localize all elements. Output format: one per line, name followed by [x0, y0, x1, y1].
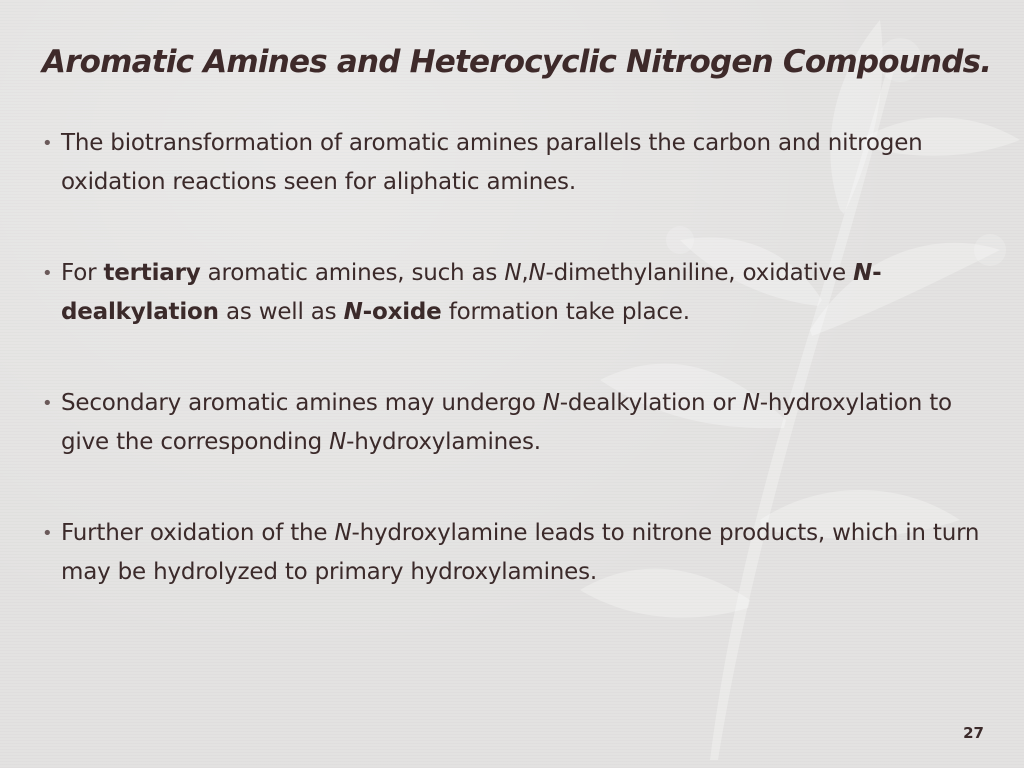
bullet-text	[42, 384, 992, 462]
bullet-segment: Secondary aromatic amines may undergo	[61, 390, 543, 416]
bullet-segment: -oxide	[362, 299, 442, 325]
bullet-item	[42, 254, 992, 332]
bullet-text	[42, 124, 992, 202]
bullet-item	[42, 384, 992, 462]
bullet-segment: -hydroxylation to give the corresponding	[61, 390, 952, 455]
bullet-segment: as well as	[218, 299, 344, 325]
bullet-marker: •	[42, 523, 53, 544]
page-number: 27	[963, 724, 984, 742]
bullet-segment: ,	[521, 260, 529, 286]
bullet-segment: N	[334, 520, 352, 546]
bullet-segment: N	[528, 260, 546, 286]
bullet-segment: -hydroxylamine leads to nitrone products, which in turn may be hydrolyzed to primary hydroxylamines.	[61, 520, 980, 585]
bullet-marker: •	[42, 133, 53, 154]
bullet-segment: -dealkylation or	[559, 390, 743, 416]
bullet-marker: •	[42, 393, 53, 414]
bullet-item	[42, 124, 992, 202]
slide-title: Aromatic Amines and Heterocyclic Nitrogen Compounds.	[42, 44, 992, 80]
bullet-segment: tertiary	[103, 260, 201, 286]
bullet-segment: -hydroxylamines.	[346, 429, 541, 455]
bullet-segment: formation take place.	[441, 299, 690, 325]
bullet-segment: For	[61, 260, 104, 286]
bullet-item	[42, 514, 992, 592]
bullet-segment: N	[853, 260, 873, 286]
bullet-segment: -dimethylaniline, oxidative	[545, 260, 854, 286]
bullet-segment: N	[343, 299, 363, 325]
bullet-text	[42, 514, 992, 592]
bullet-segment: aromatic amines, such as	[200, 260, 505, 286]
bullet-segment: -dealkylation	[61, 260, 882, 325]
bullet-segment: N	[542, 390, 560, 416]
bullet-segment: N	[504, 260, 522, 286]
bullet-text	[42, 254, 992, 332]
bullet-segment: The biotransformation of aromatic amines parallels the carbon and nitrogen oxidation reactions seen for aliphatic amines.	[61, 130, 923, 195]
bullet-segment: N	[329, 429, 347, 455]
bullet-segment: Further oxidation of the	[61, 520, 335, 546]
bullet-segment: N	[742, 390, 760, 416]
bullet-marker: •	[42, 263, 53, 284]
